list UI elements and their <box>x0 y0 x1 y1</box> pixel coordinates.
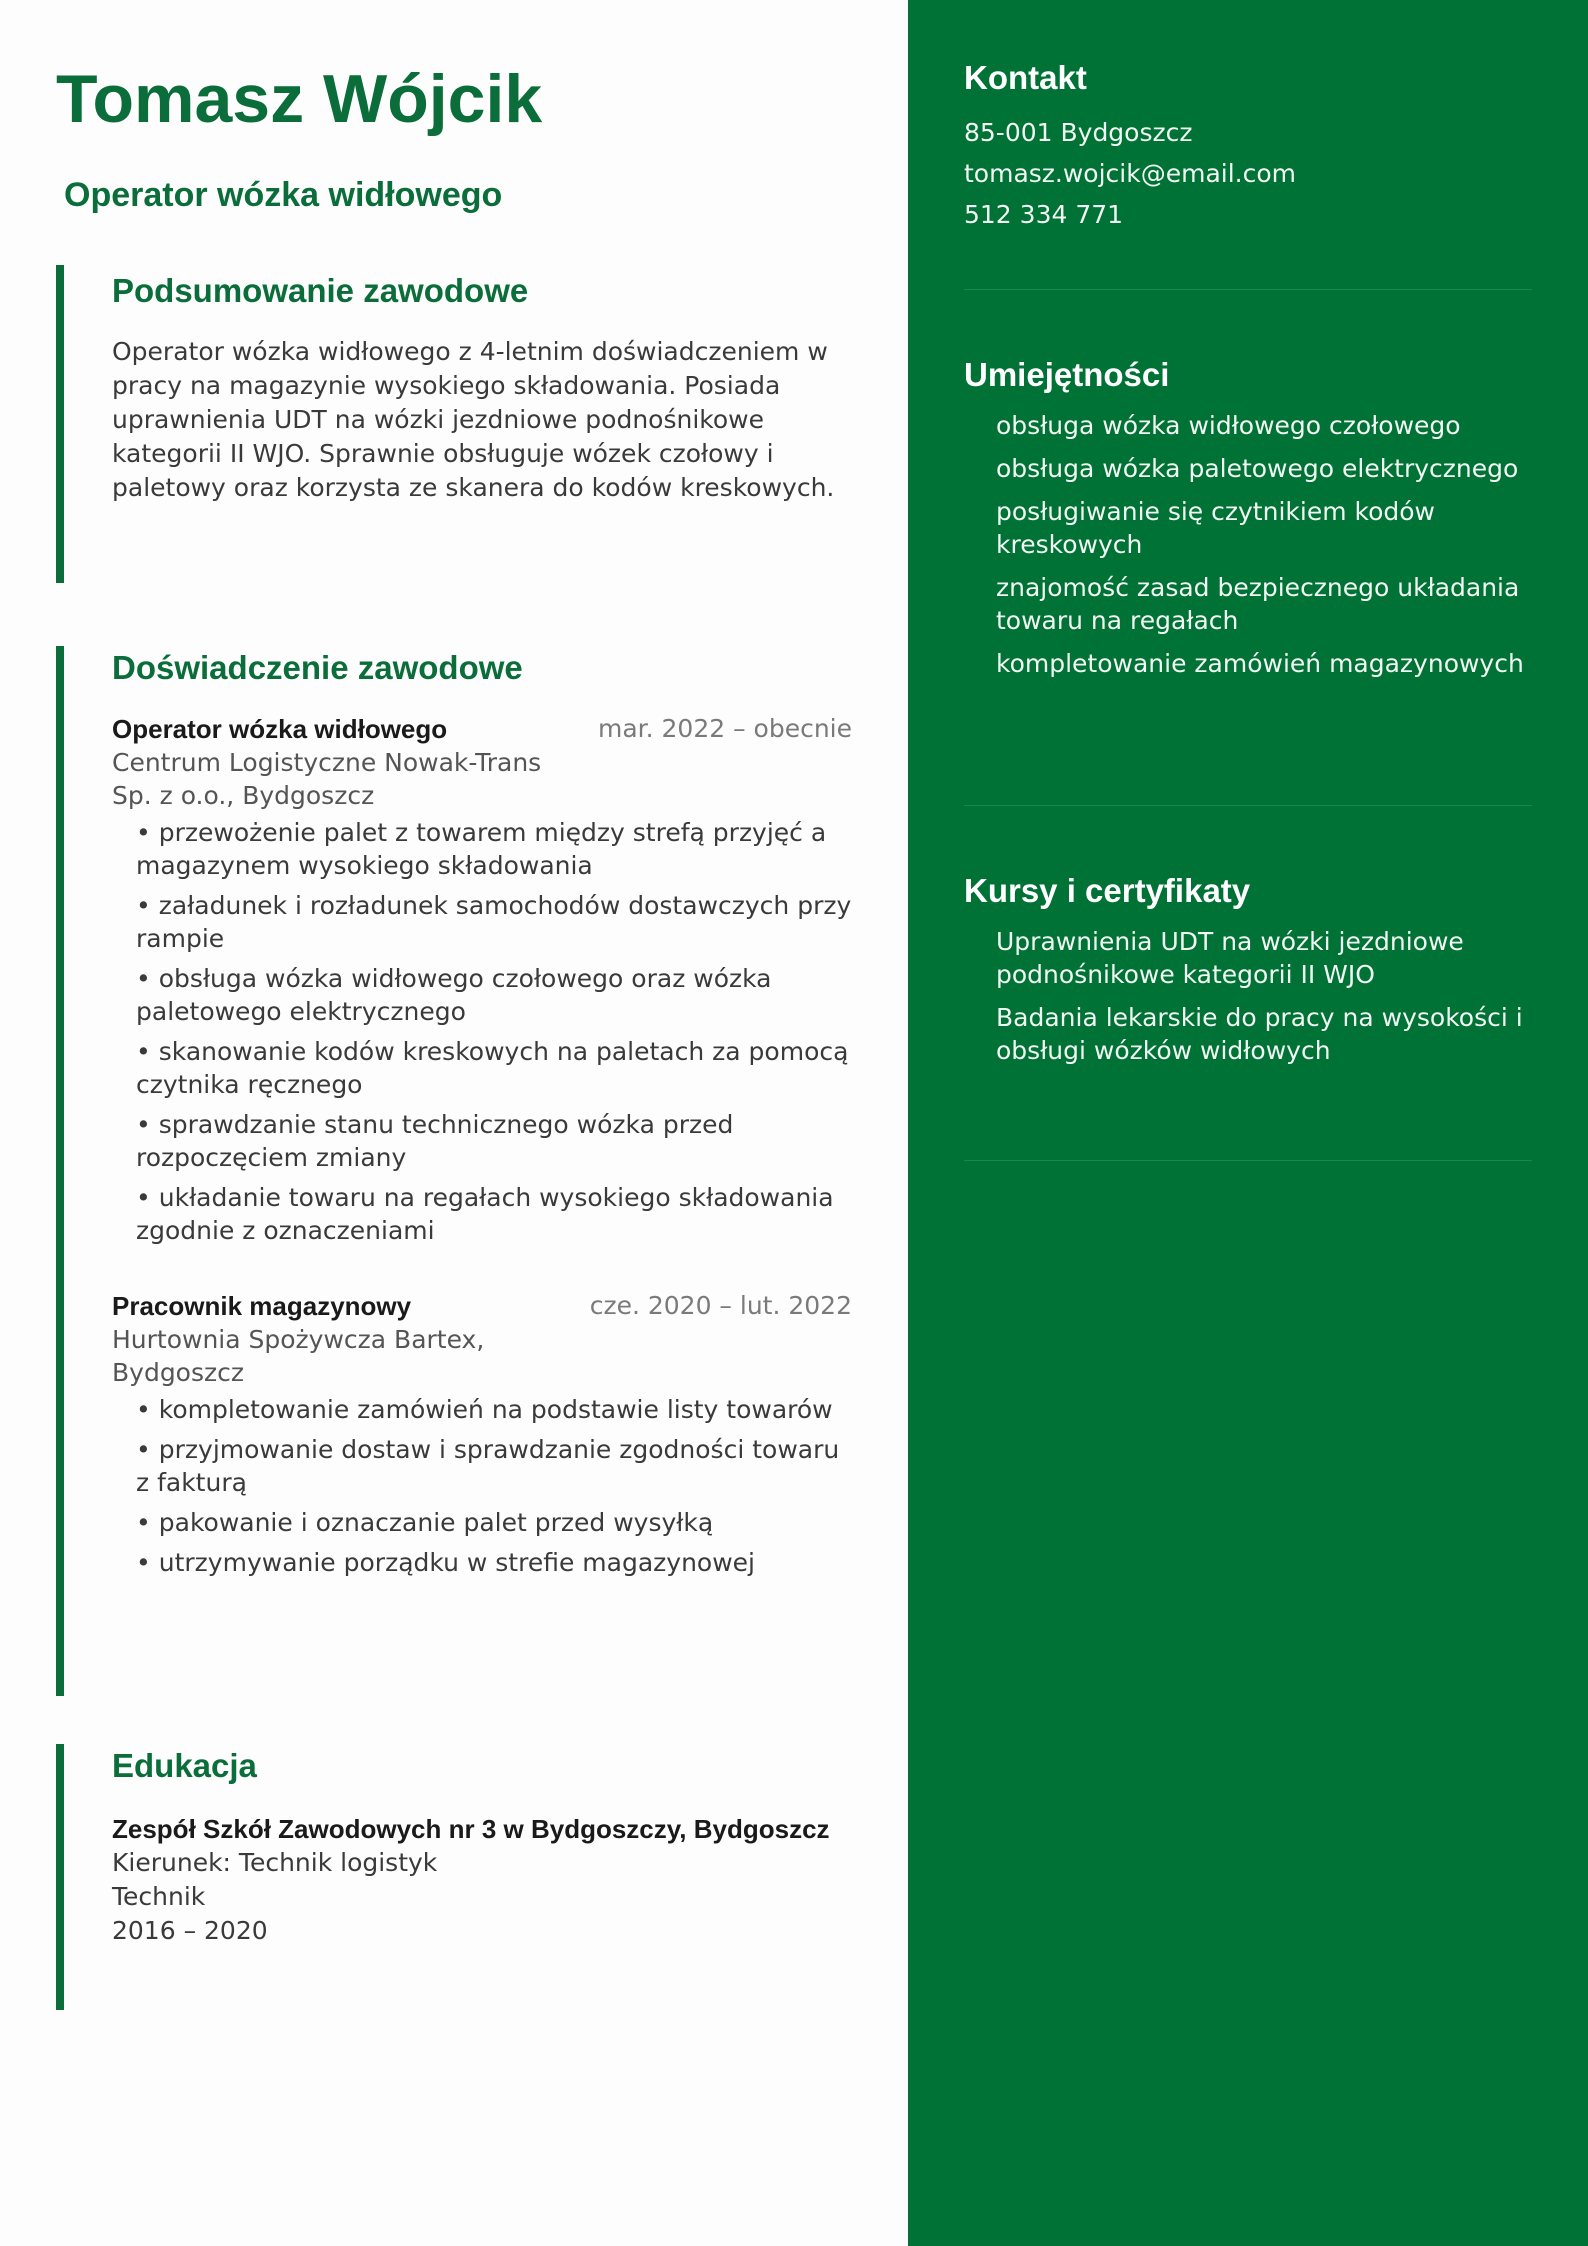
contact-phone[interactable]: 512 334 771 <box>964 200 1124 229</box>
duty-item: • układanie towaru na regałach wysokiego składowania zgodnie z oznaczeniami <box>136 1183 834 1245</box>
summary-section <box>56 265 852 583</box>
job-date: mar. 2022 – obecnie <box>597 714 852 743</box>
divider <box>964 289 1532 290</box>
job-entry <box>112 712 852 1247</box>
skill-item: kompletowanie zamówień magazynowych <box>996 649 1524 678</box>
skill-item: znajomość zasad bezpiecznego układania towaru na regałach <box>996 573 1520 635</box>
duty-item: • przyjmowanie dostaw i sprawdzanie zgodności towaru z fakturą <box>136 1435 840 1497</box>
skill-item: obsługa wózka paletowego elektrycznego <box>996 454 1519 483</box>
job-duties <box>112 1393 852 1579</box>
duty-item: • skanowanie kodów kreskowych na paletach za pomocą czytnika ręcznego <box>136 1037 849 1099</box>
sidebar <box>908 0 1588 2246</box>
duty-item: • pakowanie i oznaczanie palet przed wysyłką <box>136 1508 714 1537</box>
education-degree: Technik <box>112 1882 206 1911</box>
courses-title: Kursy i certyfikaty <box>964 872 1251 909</box>
courses-section <box>964 869 1532 1077</box>
education-field: Kierunek: Technik logistyk <box>112 1848 438 1877</box>
education-title: Edukacja <box>112 1747 257 1784</box>
skills-list <box>964 409 1532 680</box>
experience-section <box>56 646 852 1696</box>
courses-list <box>964 925 1532 1067</box>
skill-item: posługiwanie się czytnikiem kodów kreskowych <box>996 497 1435 559</box>
duty-item: • sprawdzanie stanu technicznego wózka przed rozpoczęciem zmiany <box>136 1110 734 1172</box>
job-title: Pracownik magazynowy <box>112 1291 412 1321</box>
contact-title: Kontakt <box>964 59 1087 96</box>
contact-section <box>964 56 1532 235</box>
duty-item: • przewożenie palet z towarem między strefą przyjęć a magazynem wysokiego składowania <box>136 818 827 880</box>
summary-text: Operator wózka widłowego z 4-letnim doświadczeniem w pracy na magazynie wysokiego składowania. Posiada uprawnienia UDT na wózki jezdniowe podnośnikowe kategorii II WJO. Sprawnie obsługuje wózek czołowy i paletowy oraz korzysta ze skanera do kodów kreskowych. <box>112 337 835 502</box>
education-school: Zespół Szkół Zawodowych nr 3 w Bydgoszczy, Bydgoszcz <box>112 1814 830 1844</box>
candidate-name: Tomasz Wójcik <box>56 61 543 137</box>
duty-item: • obsługa wózka widłowego czołowego oraz wózka paletowego elektrycznego <box>136 964 772 1026</box>
job-title: Operator wózka widłowego <box>112 714 448 744</box>
skill-item: obsługa wózka widłowego czołowego <box>996 411 1461 440</box>
divider <box>964 1160 1532 1161</box>
job-date: cze. 2020 – lut. 2022 <box>589 1291 852 1320</box>
job-entry <box>112 1289 852 1579</box>
education-years: 2016 – 2020 <box>112 1916 268 1945</box>
contact-email[interactable]: tomasz.wojcik@email.com <box>964 159 1297 188</box>
experience-title: Doświadczenie zawodowe <box>112 649 523 686</box>
summary-title: Podsumowanie zawodowe <box>112 272 529 309</box>
duty-item: • załadunek i rozładunek samochodów dostawczych przy rampie <box>136 891 852 953</box>
divider <box>964 805 1532 806</box>
skills-section <box>964 353 1532 690</box>
skills-title: Umiejętności <box>964 356 1170 393</box>
job-duties <box>112 816 852 1247</box>
education-section <box>56 1744 852 2010</box>
job-company: Centrum Logistyczne Nowak-Trans Sp. z o.o., Bydgoszcz <box>112 748 542 810</box>
duty-item: • utrzymywanie porządku w strefie magazynowej <box>136 1548 755 1577</box>
course-item: Uprawnienia UDT na wózki jezdniowe podnośnikowe kategorii II WJO <box>996 927 1464 989</box>
duty-item: • kompletowanie zamówień na podstawie listy towarów <box>136 1395 833 1424</box>
course-item: Badania lekarskie do pracy na wysokości i obsługi wózków widłowych <box>996 1003 1523 1065</box>
candidate-role: Operator wózka widłowego <box>64 176 503 214</box>
contact-city: 85-001 Bydgoszcz <box>964 118 1193 147</box>
job-company: Hurtownia Spożywcza Bartex, Bydgoszcz <box>112 1325 485 1387</box>
